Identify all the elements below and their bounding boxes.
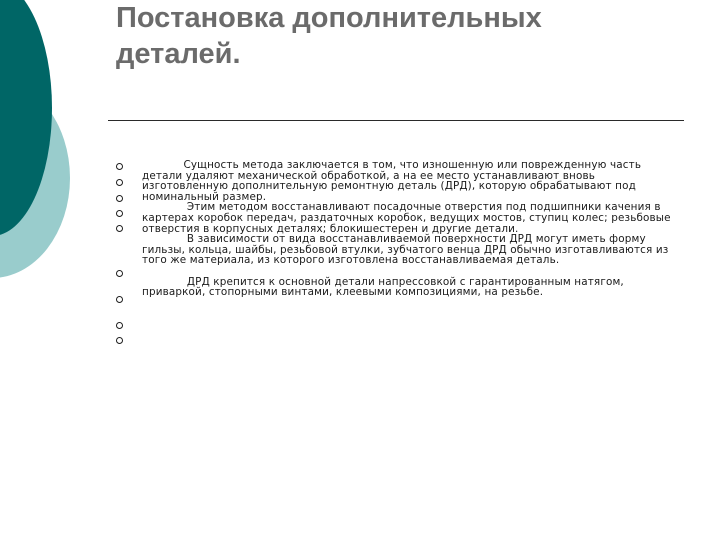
bullet-icon	[116, 337, 123, 344]
paragraph-fastening: ДРД крепится к основной детали напрессовкой с гарантированным натягом, приваркой, стопорными винтами, клеевыми композициями, на резьбе.	[142, 275, 628, 299]
bullet-icon	[116, 179, 123, 186]
slide-title	[116, 0, 696, 72]
bullet-icon	[116, 225, 123, 232]
bullet-icon	[116, 210, 123, 217]
bullet-icon	[116, 296, 123, 303]
title-line-1: Постановка дополнительных	[116, 2, 542, 34]
paragraph-method-essence: Сущность метода заключается в том, что изношенную или поврежденную часть детали удаляют механической обработкой, а на ее место устанавливают вновь изготовленную дополнительную ремонтную деталь (ДРД), которую обрабатывают под номинальный размер.	[142, 159, 645, 203]
bullet-icon	[116, 163, 123, 170]
paragraph-gap	[142, 266, 674, 277]
title-line-2: деталей.	[116, 38, 241, 70]
paragraph-applications: Этим методом восстанавливают посадочные отверстия под подшипники качения в картерах коробок передач, раздаточных коробок, ведущих мостов, ступиц колес; резьбовые отверстия в корпусных деталях; блокишестерен и другие детали.	[142, 201, 675, 235]
title-divider	[108, 120, 684, 121]
bullet-icon	[116, 270, 123, 277]
slide-body	[142, 160, 674, 298]
decorative-circles	[0, 0, 110, 300]
paragraph-drd-forms: В зависимости от вида восстанавливаемой поверхности ДРД могут иметь форму гильзы, кольца, шайбы, резьбовой втулки, зубчатого венца ДРД обычно изготавливаются из того же материала, из которого изготовлена восстанавливаемая деталь.	[142, 233, 672, 267]
bullet-icon	[116, 322, 123, 329]
bullet-icon	[116, 195, 123, 202]
